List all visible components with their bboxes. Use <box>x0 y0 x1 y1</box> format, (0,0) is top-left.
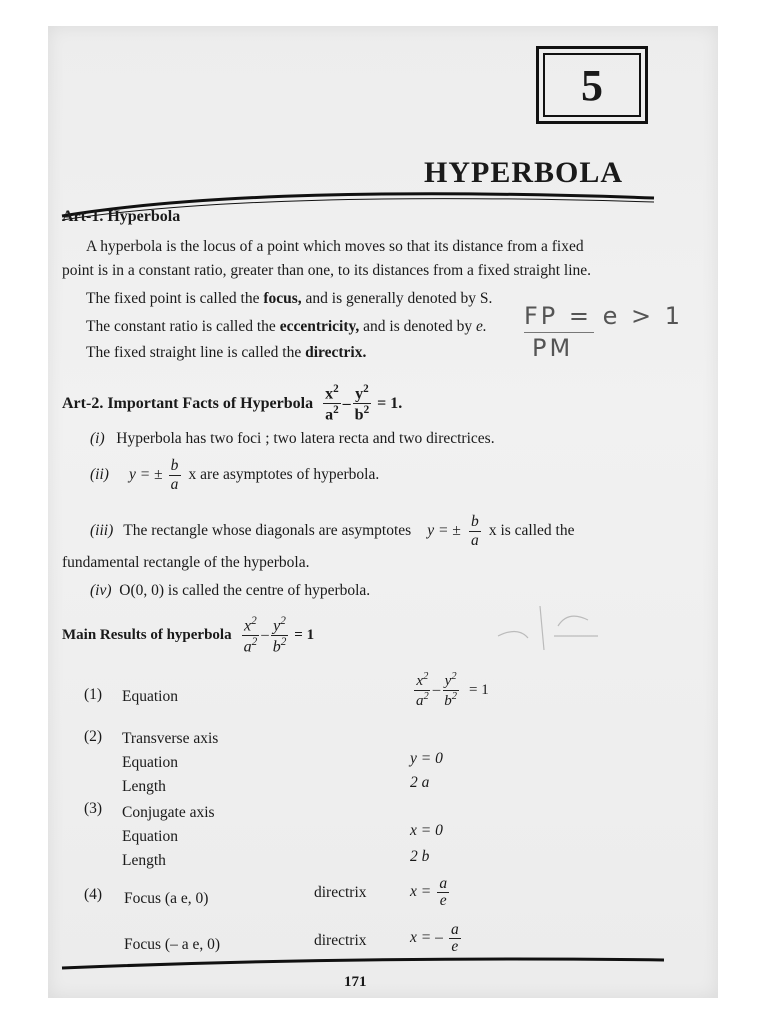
fact-2-text: x are asymptotes of hyperbola. <box>188 466 380 483</box>
result-1-label: Equation <box>122 688 178 705</box>
main-eq-b: b <box>272 638 281 656</box>
fact-3-lhs: y = ± <box>427 522 461 539</box>
result-4-directrix-eq <box>410 876 451 908</box>
fact-1-text: Hyperbola has two foci ; two latera recta and two directrices. <box>116 430 495 447</box>
r1-y-sq: 2 <box>451 671 457 682</box>
art1-line1: A hyperbola is the locus of a point which moves so that its distance from a fixed <box>86 238 584 255</box>
main-eq-x: x <box>244 617 252 635</box>
main-eq-rhs: = 1 <box>294 627 315 644</box>
eq-a: a <box>325 406 334 424</box>
result-5-directrix-eq <box>410 922 463 954</box>
book-page <box>48 26 718 998</box>
handwritten-fraction-bar <box>524 332 594 333</box>
main-eq-b-sq: 2 <box>280 636 287 649</box>
chapter-title: HYPERBOLA <box>424 156 624 189</box>
result-1-num: (1) <box>84 686 103 703</box>
art2-heading: Art-2. Important Facts of Hyperbola <box>62 394 314 412</box>
result-3-sub2-val: 2 b <box>410 848 430 865</box>
r1-b: b <box>444 693 452 709</box>
main-eq-x-frac <box>242 616 260 656</box>
r5-den: e <box>451 937 459 955</box>
main-eq-a-sq: 2 <box>251 636 258 649</box>
result-3-sub1: Equation <box>122 828 178 845</box>
main-eq-a: a <box>243 638 252 656</box>
result-2-num: (2) <box>84 728 103 745</box>
result-2-sub1: Equation <box>122 754 178 771</box>
result-1-value <box>412 672 489 709</box>
result-2-sub2: Length <box>122 778 166 795</box>
title-underline-swoosh <box>58 176 658 236</box>
ecc-pre: The constant ratio is called the <box>86 318 280 335</box>
eq-x-sq: 2 <box>333 383 339 395</box>
main-eq-y: y <box>273 617 281 635</box>
r5-lhs: x = – <box>410 929 443 946</box>
page-number: 171 <box>344 974 367 990</box>
eq-b: b <box>354 406 364 424</box>
r1-rhs: = 1 <box>469 682 489 698</box>
fact-4 <box>90 582 370 600</box>
r4-den: e <box>439 891 447 909</box>
ecc-post: and is denoted by <box>359 318 476 335</box>
main-eq-x-sq: 2 <box>251 615 257 627</box>
eq-x: x <box>325 385 334 403</box>
r1-y-frac <box>442 672 459 709</box>
eq-y: y <box>355 385 364 403</box>
fact-1-label: (i) <box>90 430 105 447</box>
handwritten-note-bottom: PM <box>532 334 574 362</box>
fact-3-continuation: fundamental rectangle of the hyperbola. <box>62 554 310 571</box>
ecc-term: eccentricity, <box>279 318 360 335</box>
r1-minus: – <box>432 682 441 698</box>
r1-y: y <box>444 673 452 689</box>
result-5-directrix: directrix <box>314 932 367 949</box>
fact-3-text: The rectangle whose diagonals are asymptotes <box>123 522 412 539</box>
fact-2 <box>90 458 379 492</box>
art1-heading: Art-1. Hyperbola <box>62 208 181 225</box>
main-results-heading: Main Results of hyperbola <box>62 627 232 644</box>
eccentricity-definition <box>86 318 487 336</box>
result-2-label: Transverse axis <box>122 730 219 747</box>
main-eq-y-frac <box>271 616 289 656</box>
directrix-definition <box>86 344 366 362</box>
r1-x: x <box>416 673 424 689</box>
r1-b-sq: 2 <box>451 691 457 702</box>
main-results-heading-row <box>62 616 314 656</box>
r5-frac <box>449 922 461 954</box>
focus-definition <box>86 290 492 308</box>
result-3-sub2: Length <box>122 852 166 869</box>
r4-num: a <box>439 875 448 892</box>
eq-b-sq: 2 <box>363 404 370 417</box>
result-3-label: Conjugate axis <box>122 804 215 821</box>
main-eq-y-sq: 2 <box>280 615 286 627</box>
fact-1 <box>90 430 495 448</box>
fact-2-den: a <box>170 475 179 493</box>
r1-a-sq: 2 <box>423 691 429 702</box>
art1-line2: point is in a constant ratio, greater than one, to its distances from a fixed straight line. <box>62 262 592 279</box>
art2-heading-row <box>62 384 402 424</box>
footer-rule <box>58 952 668 972</box>
result-5-focus: Focus (– a e, 0) <box>124 936 220 953</box>
fact-3 <box>90 514 574 548</box>
pencil-scribble <box>488 596 608 656</box>
eq-y-sq: 2 <box>363 383 369 395</box>
fact-4-text: O(0, 0) is called the centre of hyperbola. <box>119 582 371 599</box>
result-4-focus: Focus (a e, 0) <box>124 890 209 907</box>
focus-post: and is generally denoted by S. <box>301 290 493 307</box>
fact-2-frac <box>169 458 181 492</box>
fact-3-post: x is called the <box>488 522 575 539</box>
handwritten-note-top: FP = e > 1 <box>524 302 684 330</box>
result-4-directrix: directrix <box>314 884 367 901</box>
ecc-symbol: e. <box>475 318 487 335</box>
fact-2-label: (ii) <box>90 466 109 483</box>
fact-4-label: (iv) <box>90 582 112 599</box>
focus-term: focus, <box>263 290 302 307</box>
fact-3-label: (iii) <box>90 522 114 539</box>
result-2-sub2-val: 2 a <box>410 774 430 791</box>
fact-2-num: b <box>170 457 179 474</box>
chapter-number-box <box>536 46 648 124</box>
main-eq-minus: – <box>261 627 269 644</box>
focus-pre: The fixed point is called the <box>86 290 264 307</box>
chapter-number: 5 <box>543 53 641 117</box>
result-3-sub1-val: x = 0 <box>410 822 443 839</box>
dir-pre: The fixed straight line is called the <box>86 344 306 361</box>
eq-a-sq: 2 <box>333 404 339 417</box>
fact-3-den: a <box>470 531 479 549</box>
eq-minus: – <box>342 394 351 412</box>
fact-3-num: b <box>470 513 479 530</box>
fact-3-frac <box>469 514 481 548</box>
dir-term: directrix. <box>305 344 367 361</box>
r4-frac <box>437 876 449 908</box>
r5-num: a <box>450 921 459 938</box>
result-3-num: (3) <box>84 800 103 817</box>
r1-a: a <box>416 693 424 709</box>
fact-2-lhs: y = ± <box>128 466 163 483</box>
eq-rhs: = 1. <box>377 394 403 412</box>
r4-lhs: x = <box>410 883 432 900</box>
r1-x-frac <box>414 672 431 709</box>
art2-eq-x-frac <box>323 384 341 424</box>
r1-x-sq: 2 <box>423 671 429 682</box>
result-4-num: (4) <box>84 886 103 903</box>
art2-eq-y-frac <box>353 384 372 424</box>
result-2-sub1-val: y = 0 <box>410 750 443 767</box>
